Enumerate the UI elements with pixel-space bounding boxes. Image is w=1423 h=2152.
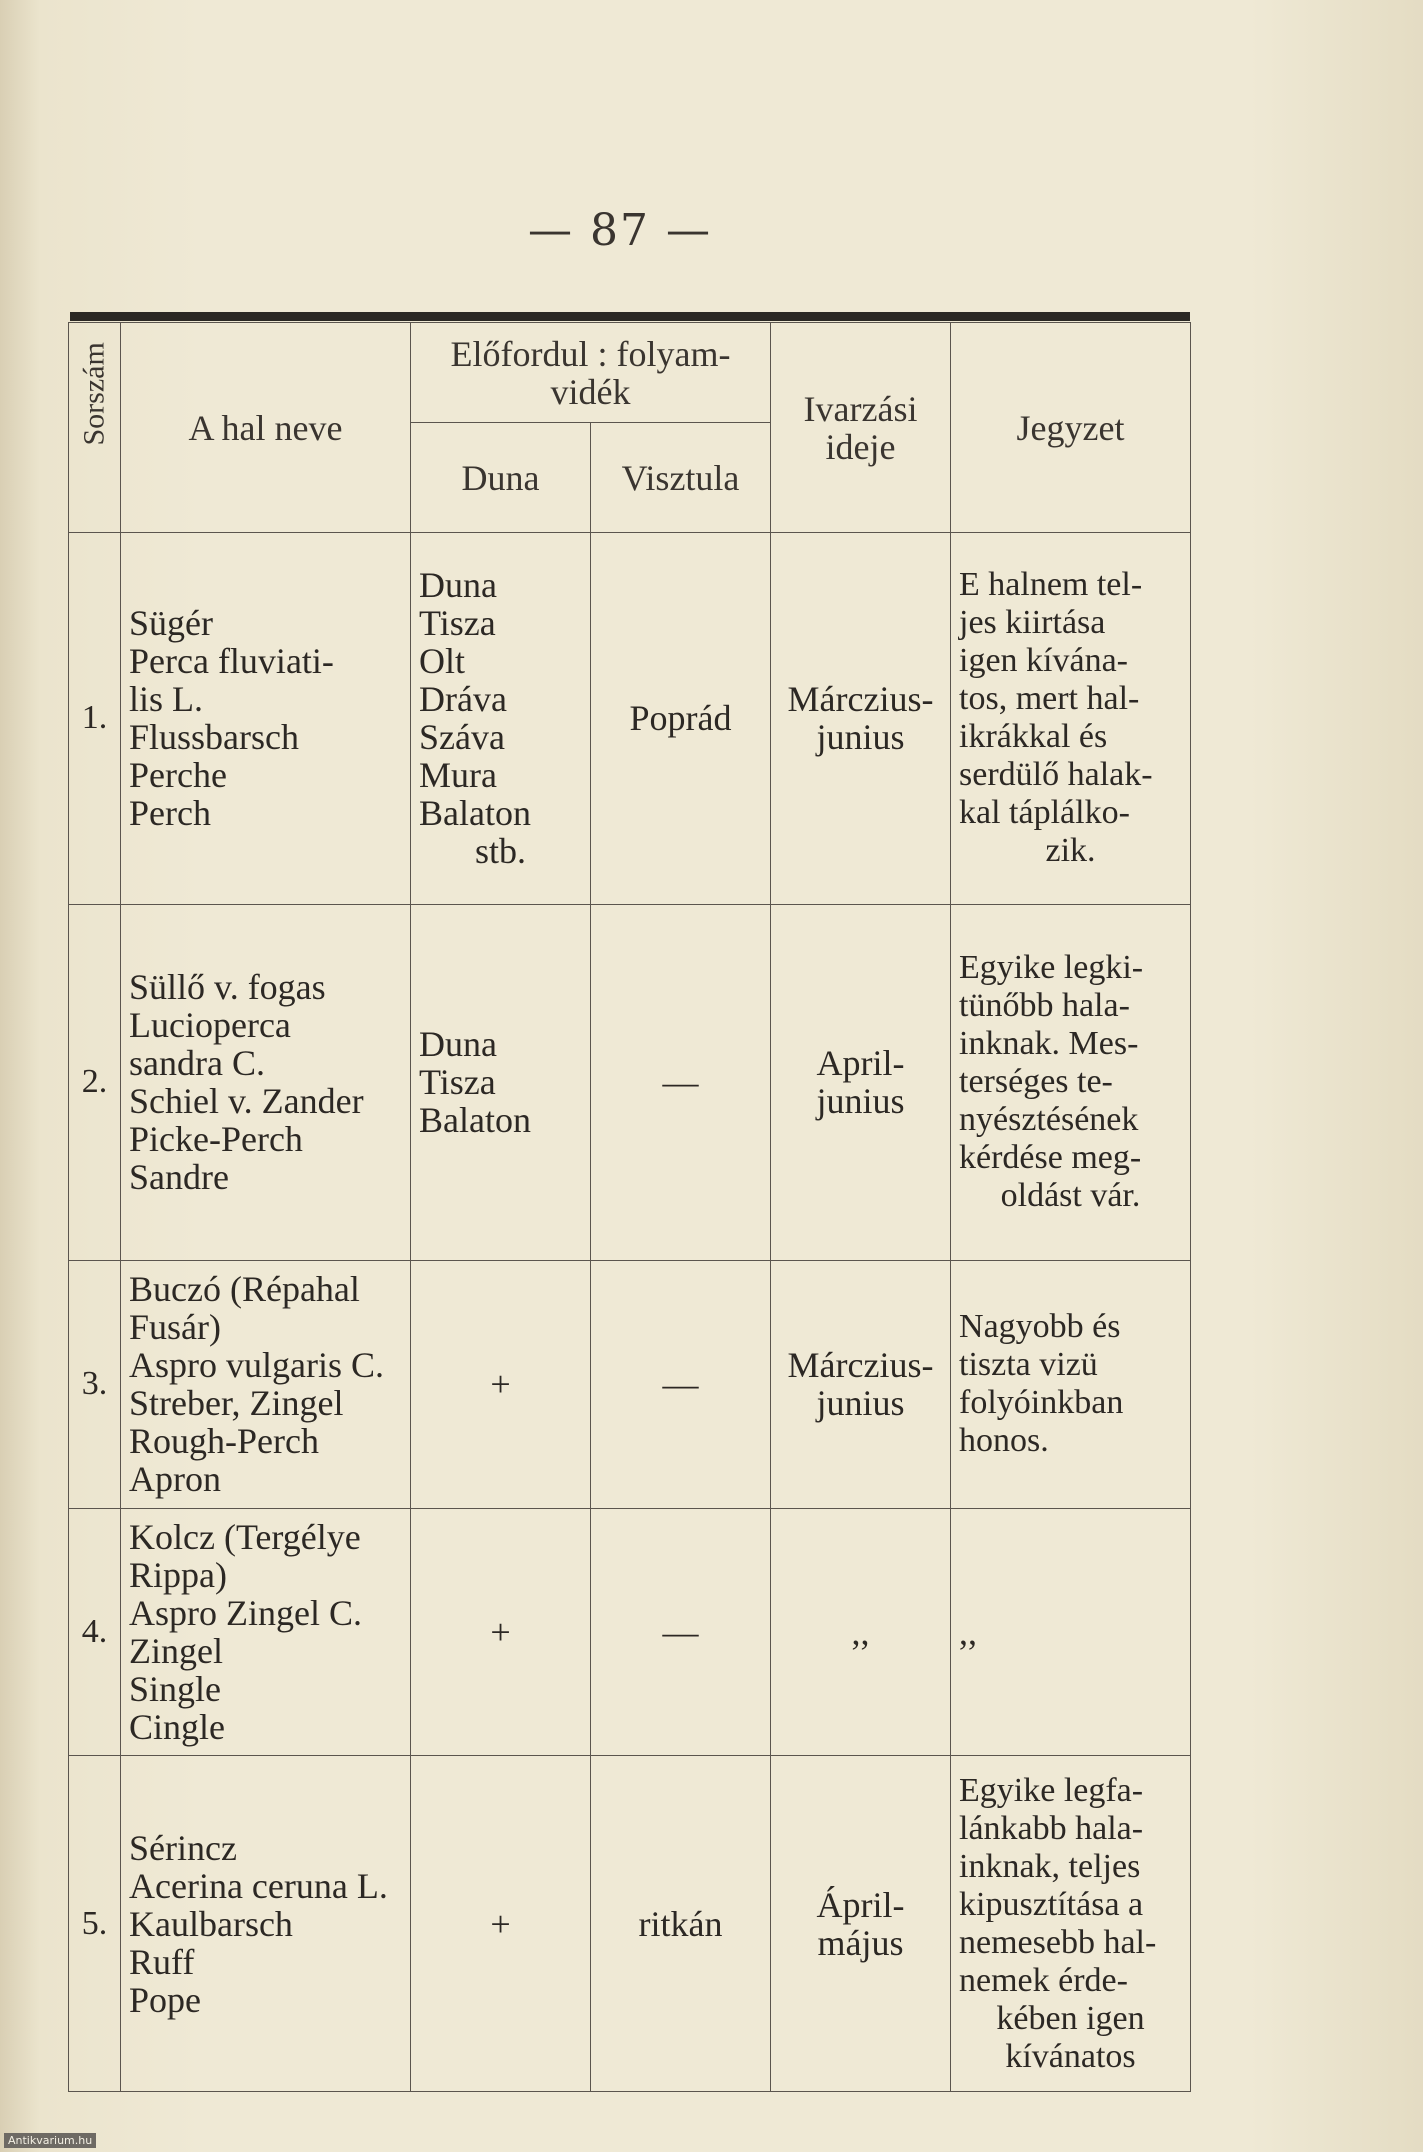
note-line: lánkabb hala- (959, 1809, 1144, 1847)
table-top-rule (70, 312, 1190, 321)
fish-name-line: Acerina ceruna L. (129, 1865, 388, 1906)
header-occurrence: Előfordul : folyam-vidék (411, 323, 771, 423)
fish-name-line: sandra C. (129, 1043, 265, 1084)
note-line: terséges te- (959, 1063, 1113, 1101)
row-number: 5. (69, 1756, 121, 2092)
visztula-cell: — (591, 1260, 771, 1508)
fish-name-line: Sügér (129, 603, 213, 644)
fish-table (68, 322, 1191, 2092)
fish-name-line: Flussbarsch (129, 717, 299, 758)
note-line: tünőbb hala- (959, 987, 1130, 1025)
note-line: tiszta vizü (959, 1346, 1098, 1384)
spawning-line: April- (816, 1043, 905, 1084)
note-line: serdülő halak- (959, 756, 1153, 794)
spawning-cell (771, 1756, 951, 2092)
river-line: Balaton (419, 1100, 531, 1141)
fish-name-line: Süllő v. fogas (129, 967, 326, 1008)
row-number: 1. (69, 533, 121, 905)
river-line: Száva (419, 717, 505, 758)
fish-name-line: Lucioperca (129, 1005, 291, 1046)
fish-name-line: Ruff (129, 1941, 195, 1982)
note-line: folyóinkban (959, 1384, 1124, 1422)
fish-name-cell (121, 1260, 411, 1508)
note-line: Egyike legfa- (959, 1771, 1144, 1809)
note-line: tos, mert hal- (959, 680, 1140, 718)
note-line: Egyike legki- (959, 949, 1144, 987)
duna-cell (411, 533, 591, 905)
note-line: Nagyobb és (959, 1308, 1121, 1346)
spawning-cell (771, 1260, 951, 1508)
note-line: inknak, teljes (959, 1847, 1141, 1885)
fish-name-line: Perche (129, 755, 227, 796)
header-note: Jegyzet (951, 323, 1191, 533)
note-line: nemek érde- (959, 1961, 1128, 1999)
note-line: ikrákkal és (959, 718, 1108, 756)
fish-name-line: Pope (129, 1979, 201, 2020)
fish-name-cell (121, 904, 411, 1260)
table-row (69, 1508, 1191, 1756)
fish-name-line: Cingle (129, 1707, 225, 1748)
note-line: igen kívána- (959, 642, 1129, 680)
note-line: kal táplálko- (959, 794, 1130, 832)
table-row (69, 1756, 1191, 2092)
duna-cell: + (411, 1508, 591, 1756)
note-line: kipusztítása a (959, 1885, 1144, 1923)
visztula-cell: Poprád (591, 533, 771, 905)
row-number: 3. (69, 1260, 121, 1508)
fish-name-line: Kaulbarsch (129, 1903, 293, 1944)
spawning-line: junius (816, 717, 905, 758)
river-line: Balaton (419, 793, 531, 834)
note-cell (951, 1756, 1191, 2092)
fish-name-line: Sandre (129, 1157, 229, 1198)
note-line: E halnem tel- (959, 566, 1143, 604)
note-line: jes kiirtása (959, 604, 1106, 642)
note-line: kívánatos (1005, 2037, 1136, 2075)
visztula-cell: — (591, 904, 771, 1260)
fish-name-line: Rippa) (129, 1555, 227, 1596)
fish-name-line: Perch (129, 793, 211, 834)
river-line: Dráva (419, 679, 507, 720)
fish-name-line: lis L. (129, 679, 204, 720)
river-line: Duna (419, 1024, 497, 1065)
visztula-cell: — (591, 1508, 771, 1756)
spawning-cell: ,, (771, 1508, 951, 1756)
header-visztula: Visztula (591, 423, 771, 533)
page-number: — 87 — (528, 205, 712, 256)
note-cell: ,, (951, 1508, 1191, 1756)
note-line: kérdése meg- (959, 1139, 1142, 1177)
river-line: Duna (419, 565, 497, 606)
note-line: kében igen (996, 1999, 1145, 2037)
note-line: nemesebb hal- (959, 1923, 1157, 1961)
table-row (69, 1260, 1191, 1508)
river-line: Mura (419, 755, 497, 796)
spawning-line: Márczius- (787, 679, 934, 720)
river-line: Tisza (419, 1062, 496, 1103)
header-spawning: Ivarzási ideje (771, 323, 951, 533)
fish-name-line: Kolcz (Tergélye (129, 1517, 361, 1558)
visztula-cell: ritkán (591, 1756, 771, 2092)
fish-name-line: Fusár) (129, 1307, 221, 1348)
note-line: honos. (959, 1422, 1049, 1460)
duna-cell: + (411, 1260, 591, 1508)
header-duna: Duna (411, 423, 591, 533)
header-sorszam-label: Sorszám (77, 341, 111, 445)
spawning-line: Márczius- (787, 1345, 934, 1386)
fish-name-line: Aspro vulgaris C. (129, 1345, 384, 1386)
note-line: oldást vár. (1000, 1177, 1141, 1215)
watermark: Antikvarium.hu (4, 2133, 96, 2148)
fish-name-line: Streber, Zingel (129, 1383, 344, 1424)
spawning-cell (771, 533, 951, 905)
header-sorszam (69, 323, 121, 533)
fish-name-line: Sérincz (129, 1827, 237, 1868)
spawning-line: junius (816, 1383, 905, 1424)
fish-name-line: Buczó (Répahal (129, 1269, 360, 1310)
fish-name-line: Apron (129, 1459, 221, 1500)
duna-cell: + (411, 1756, 591, 2092)
river-line: stb. (474, 831, 526, 872)
fish-name-cell (121, 533, 411, 905)
note-cell (951, 533, 1191, 905)
note-cell (951, 1260, 1191, 1508)
fish-name-cell (121, 1756, 411, 2092)
note-line: nyésztésének (959, 1101, 1139, 1139)
fish-name-line: Rough-Perch (129, 1421, 319, 1462)
fish-name-cell (121, 1508, 411, 1756)
fish-name-line: Schiel v. Zander (129, 1081, 364, 1122)
row-number: 4. (69, 1508, 121, 1756)
table-row (69, 533, 1191, 905)
note-line: zik. (1045, 832, 1096, 870)
fish-name-line: Zingel (129, 1631, 223, 1672)
note-line: inknak. Mes- (959, 1025, 1139, 1063)
spawning-cell (771, 904, 951, 1260)
spawning-line: Ápril- (816, 1884, 905, 1925)
note-cell (951, 904, 1191, 1260)
fish-name-line: Perca fluviati- (129, 641, 334, 682)
fish-name-line: Aspro Zingel C. (129, 1593, 362, 1634)
header-name: A hal neve (121, 323, 411, 533)
river-line: Tisza (419, 603, 496, 644)
duna-cell (411, 904, 591, 1260)
fish-name-line: Picke-Perch (129, 1119, 303, 1160)
row-number: 2. (69, 904, 121, 1260)
spawning-line: május (817, 1922, 904, 1963)
table-row (69, 904, 1191, 1260)
spawning-line: junius (816, 1081, 905, 1122)
fish-name-line: Single (129, 1669, 222, 1710)
river-line: Olt (419, 641, 466, 682)
